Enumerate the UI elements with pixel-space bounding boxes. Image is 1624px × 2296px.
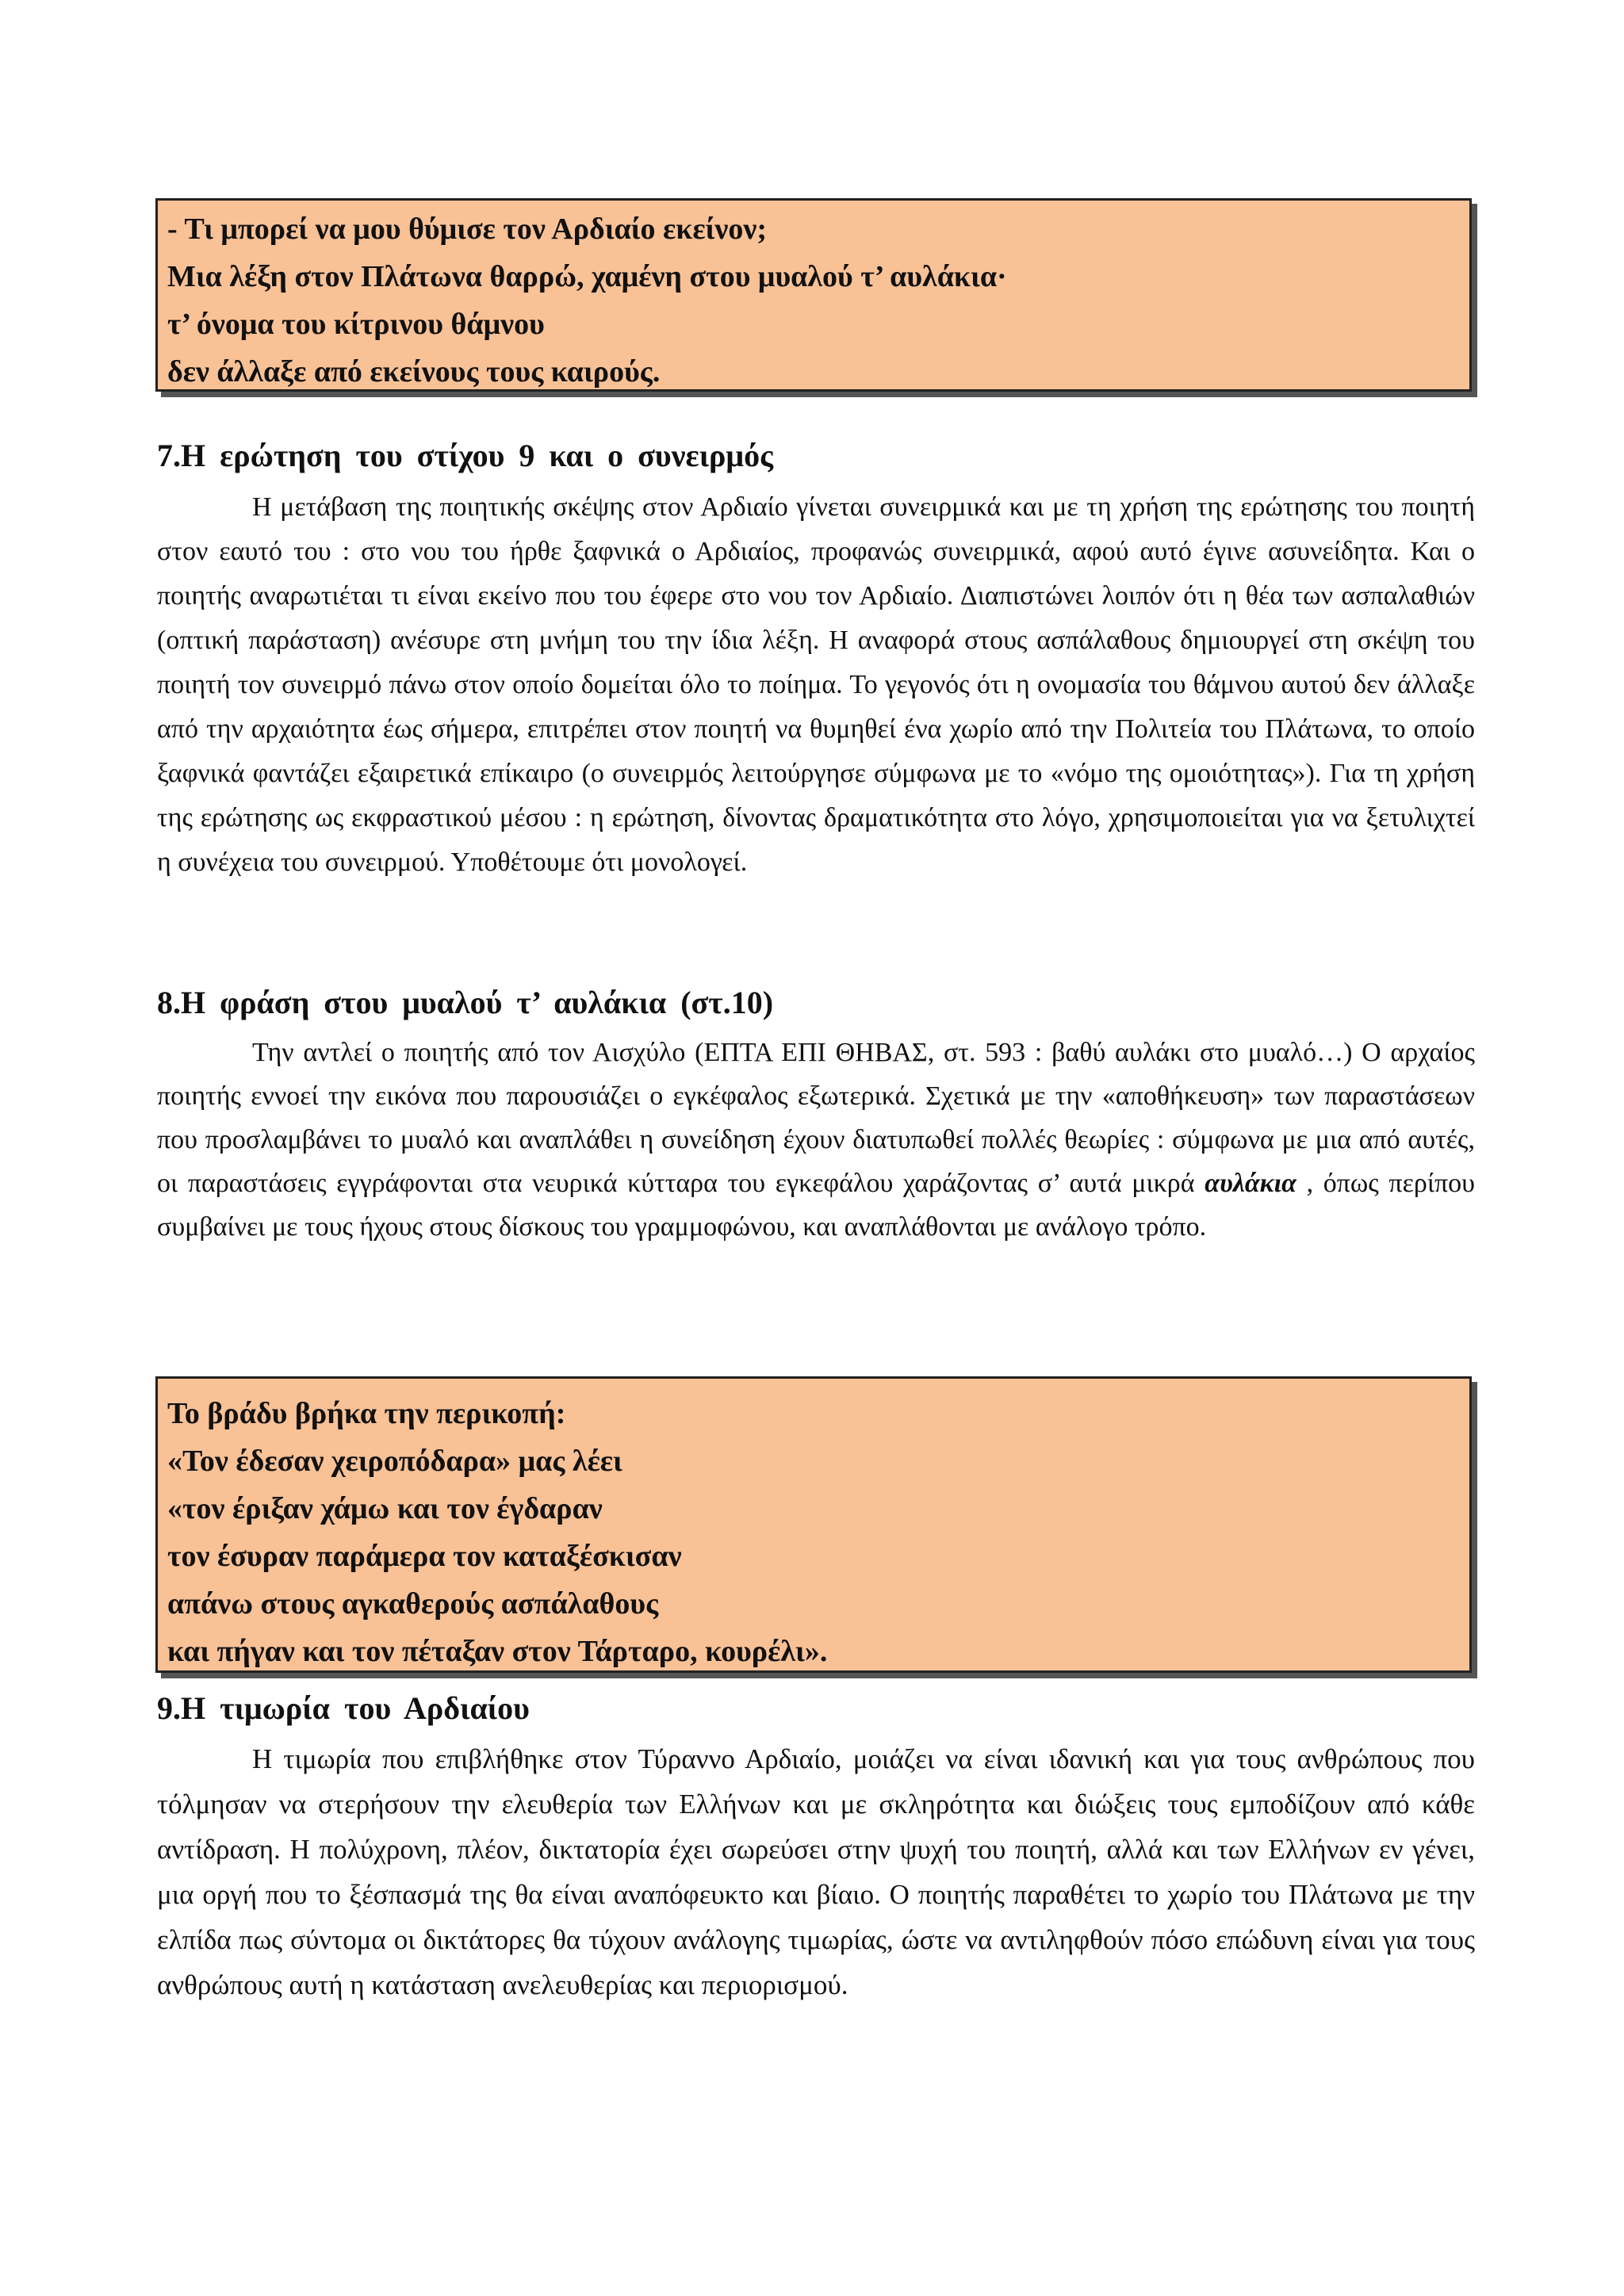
poem-line: Μια λέξη στον Πλάτωνα θαρρώ, χαμένη στου μυαλού τ’ αυλάκια· — [167, 260, 1007, 293]
emphasized-word: αυλάκια — [1205, 1169, 1297, 1198]
paragraph-text: Την αντλεί ο ποιητής από τον Αισχύλο (ΕΠΤΑ ΕΠΙ ΘΗΒΑΣ, στ. 593 : βαθύ αυλάκι στο μυαλό…) Ο αρχαίος ποιητής εννοεί την εικόνα που παρουσιάζει ο εγκέφαλος εξωτερικά. Σχετικά με την «αποθήκευση» των παραστάσεων που προσλαμβάνει το μυαλό και αναπλάθει η συνείδηση έχουν διατυπωθεί πολλές θεωρίες : σύμφωνα με μια από αυτές, οι παραστάσεις εγγράφονται στα νευρικά κύτταρα του εγκεφάλου χαράζοντας σ’ αυτά μικρά — [157, 1038, 1475, 1198]
poem-line: απάνω στους αγκαθερούς ασπάλαθους — [167, 1587, 659, 1621]
poem-excerpt-box — [155, 198, 1472, 392]
section-paragraph-9 — [157, 1736, 1475, 2007]
section-paragraph-8 — [157, 1031, 1475, 1249]
poem-excerpt-box — [155, 1376, 1472, 1673]
poem-line: τ’ όνομα του κίτρινου θάμνου — [167, 308, 545, 341]
section-heading-9: 9.Η τιμωρία του Αρδιαίου — [157, 1690, 530, 1726]
paragraph-text: Η τιμωρία που επιβλήθηκε στον Τύραννο Αρδιαίο, μοιάζει να είναι ιδανική και για τους ανθρώπους που τόλμησαν να στερήσουν την ελευθερία των Ελλήνων και με σκληρότητα και διώξεις τους εμποδίζουν από κάθε αντίδραση. Η πολύχρονη, πλέον, δικτατορία έχει σωρεύσει στην ψυχή του ποιητή, αλλά και των Ελλήνων εν γένει, μια οργή που το ξέσπασμά της θα είναι αναπόφευκτο και βίαιο. Ο ποιητής παραθέτει το χωρίο του Πλάτωνα με την ελπίδα πως σύντομα οι δικτάτορες θα τύχουν ανάλογης τιμωρίας, ώστε να αντιληφθούν πόσο επώδυνη είναι για τους ανθρώπους αυτή η κατάσταση ανελευθερίας και περιορισμού. — [157, 1743, 1475, 2000]
section-heading-7: 7.Η ερώτηση του στίχου 9 και ο συνειρμός — [157, 438, 773, 473]
section-heading-8: 8.Η φράση στου μυαλού τ’ αυλάκια (στ.10) — [157, 985, 774, 1020]
poem-line: τον έσυραν παράμερα τον καταξέσκισαν — [167, 1540, 682, 1573]
poem-line: και πήγαν και τον πέταξαν στον Τάρταρο, κουρέλι». — [167, 1635, 828, 1668]
paragraph-text: , όπως περίπου συμβαίνει με τους ήχους στους δίσκους του γραμμοφώνου, και αναπλάθονται με ανάλογο τρόπο. — [157, 1169, 1475, 1242]
poem-line: «τον έριξαν χάμω και τον έγδαραν — [167, 1492, 603, 1525]
poem-line: δεν άλλαξε από εκείνους τους καιρούς. — [167, 355, 661, 388]
poem-line: - Τι μπορεί να μου θύμισε τον Αρδιαίο εκείνον; — [167, 212, 767, 246]
paragraph-text: Η μετάβαση της ποιητικής σκέψης στον Αρδιαίο γίνεται συνειρμικά και με τη χρήση της ερώτησης του ποιητή στον εαυτό του : στο νου του ήρθε ξαφνικά ο Αρδιαίος, προφανώς συνειρμικά, αφού αυτό έγινε ασυνείδητα. Και ο ποιητής αναρωτιέται τι είναι εκείνο που του έφερε στο νου τον Αρδιαίο. Διαπιστώνει λοιπόν ότι η θέα των ασπαλαθιών (οπτική παράσταση) ανέσυρε στη μνήμη του την ίδια λέξη. Η αναφορά στους ασπάλαθους δημιουργεί στη σκέψη του ποιητή τον συνειρμό πάνω στον οποίο δομείται όλο το ποίημα. Το γεγονός ότι η ονομασία του θάμνου αυτού δεν άλλαξε από την αρχαιότητα έως σήμερα, επιτρέπει στον ποιητή να θυμηθεί ένα χωρίο από την Πολιτεία του Πλάτωνα, το οποίο ξαφνικά φαντάζει εξαιρετικά επίκαιρο (ο συνειρμός λειτούργησε σύμφωνα με το «νόμο της ομοιότητας»). Για τη χρήση της ερώτησης ως εκφραστικού μέσου : η ερώτηση, δίνοντας δραματικότητα στο λόγο, χρησιμοποιείται για να ξετυλιχτεί η συνέχεια του συνειρμού. Υποθέτουμε ότι μονολογεί. — [157, 492, 1475, 877]
poem-line: «Τον έδεσαν χειροπόδαρα» μας λέει — [167, 1445, 622, 1478]
poem-line: Το βράδυ βρήκα την περικοπή: — [167, 1397, 566, 1430]
section-paragraph-7 — [157, 485, 1475, 885]
